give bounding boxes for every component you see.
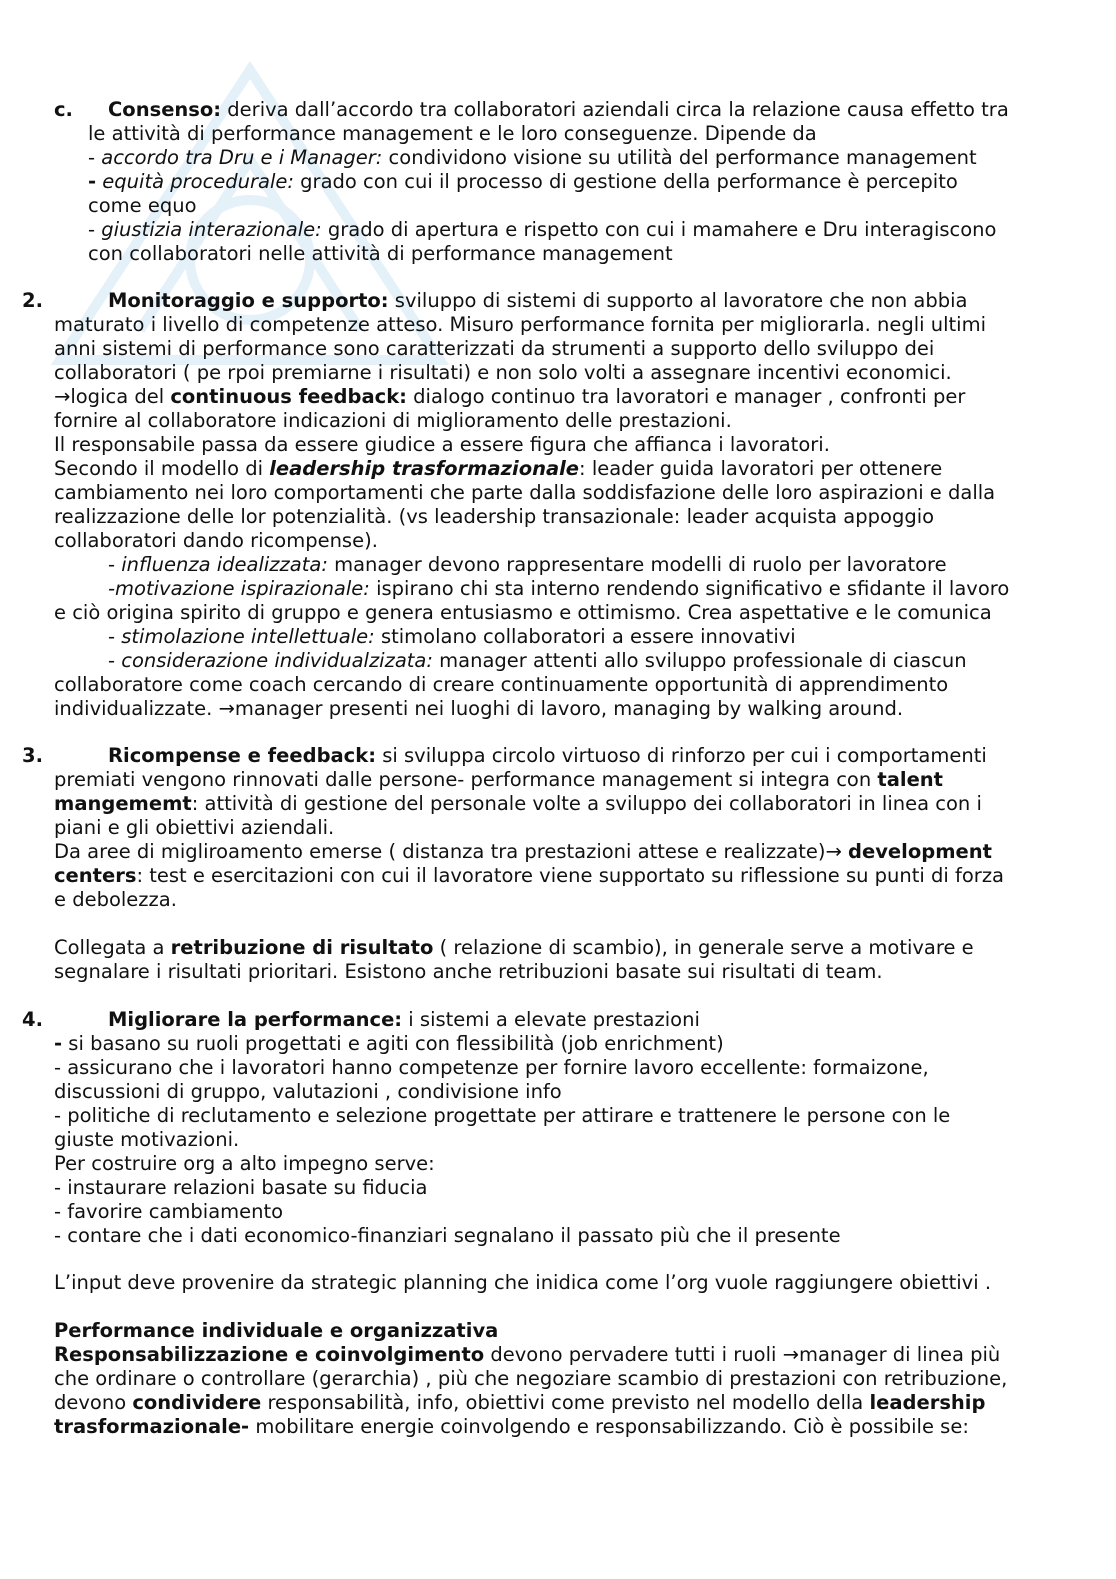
emphasis-run: -motivazione ispirazionale: bbox=[108, 577, 370, 600]
text-run: realizzazione delle lor potenzialità. (vs leadership transazionale: leader acquista appoggio bbox=[54, 505, 935, 528]
text-line bbox=[54, 313, 986, 337]
text-line bbox=[54, 1367, 1007, 1391]
text-line bbox=[54, 792, 982, 816]
text-run: si basano su ruoli progettati e agiti con flessibilità (job enrichment) bbox=[62, 1032, 724, 1055]
text-line bbox=[54, 1224, 841, 1248]
text-run: devono pervadere tutti i ruoli →manager di linea più bbox=[484, 1343, 1001, 1366]
emphasis-run: giustizia interazionale: bbox=[101, 218, 322, 241]
text-line bbox=[54, 361, 952, 385]
emphasis-run: centers bbox=[54, 864, 137, 887]
text-line bbox=[54, 1176, 428, 1200]
emphasis-run: equità procedurale: bbox=[102, 170, 294, 193]
text-line bbox=[54, 481, 995, 505]
text-run: e ciò origina spirito di gruppo e genera entusiasmo e ottimismo. Crea aspettative e le comunica bbox=[54, 601, 992, 624]
text-run: ispirano chi sta interno rendendo significativo e sfidante il lavoro bbox=[369, 577, 1010, 600]
text-line bbox=[54, 337, 934, 361]
text-line bbox=[108, 625, 796, 649]
text-run: : leader guida lavoratori per ottenere bbox=[579, 457, 943, 480]
text-line bbox=[54, 840, 992, 864]
text-line bbox=[54, 888, 177, 912]
emphasis-run: trasformazionale- bbox=[54, 1415, 250, 1438]
text-run: discussioni di gruppo, valutazioni , condivisione info bbox=[54, 1080, 562, 1103]
text-run: : attività di gestione del personale volte a sviluppo dei collaboratori in linea con i bbox=[191, 792, 982, 815]
text-line bbox=[54, 936, 974, 960]
text-run: ( relazione di scambio), in generale serve a motivare e bbox=[433, 936, 974, 959]
text-run: come equo bbox=[88, 194, 197, 217]
text-run: Il responsabile passa da essere giudice a essere figura che affianca i lavoratori. bbox=[54, 433, 830, 456]
text-run: anni sistemi di performance sono caratterizzati da strumenti a supporto dello sviluppo dei bbox=[54, 337, 935, 360]
text-run: si sviluppa circolo virtuoso di rinforzo per cui i comportamenti bbox=[376, 744, 987, 767]
text-run: - contare che i dati economico-finanziari segnalano il passato più che il presente bbox=[54, 1224, 841, 1247]
emphasis-run: stimolazione intellettuale: bbox=[121, 625, 375, 648]
emphasis-run: accordo tra Dru e i Manager: bbox=[101, 146, 383, 169]
emphasis-run: - bbox=[54, 1032, 63, 1055]
text-line bbox=[88, 194, 197, 218]
text-run: manager attenti allo sviluppo professionale di ciascun bbox=[432, 649, 967, 672]
section-marker: c. bbox=[54, 98, 73, 121]
text-run: mobilitare energie coinvolgendo e responsabilizzando. Ciò è possibile se: bbox=[249, 1415, 969, 1438]
text-line bbox=[54, 601, 992, 625]
section-marker: 2. bbox=[22, 289, 43, 312]
text-run: maturato i livello di competenze atteso. Misuro performance fornita per migliorarla. negli ultimi bbox=[54, 313, 986, 336]
text-run: i sistemi a elevate prestazioni bbox=[402, 1008, 700, 1031]
text-line bbox=[54, 1056, 929, 1080]
emphasis-run: Consenso: bbox=[108, 98, 222, 121]
text-run: grado con cui il processo di gestione della performance è percepito bbox=[293, 170, 958, 193]
text-run: stimolano collaboratori a essere innovativi bbox=[374, 625, 796, 648]
emphasis-run: condividere bbox=[132, 1391, 262, 1414]
text-line bbox=[54, 768, 943, 792]
text-line bbox=[54, 1391, 985, 1415]
text-line bbox=[54, 1128, 239, 1152]
text-run: e debolezza. bbox=[54, 888, 177, 911]
text-line bbox=[88, 218, 996, 242]
text-run: L’input deve provenire da strategic planning che inidica come l’org vuole raggiungere obiettivi . bbox=[54, 1271, 992, 1294]
text-run: condividono visione su utilità del performance management bbox=[382, 146, 977, 169]
text-line bbox=[108, 553, 947, 577]
text-line bbox=[54, 1104, 950, 1128]
emphasis-run: continuous feedback: bbox=[170, 385, 407, 408]
text-run: collaboratore come coach cercando di creare continuamente opportunità di apprendimento bbox=[54, 673, 949, 696]
text-line bbox=[54, 864, 1004, 888]
text-line bbox=[54, 505, 934, 529]
text-run: giuste motivazioni. bbox=[54, 1128, 240, 1151]
text-run: deriva dall’accordo tra collaboratori aziendali circa la relazione causa effetto tra bbox=[221, 98, 1009, 121]
text-line bbox=[54, 673, 948, 697]
text-run: - bbox=[108, 625, 122, 648]
text-line bbox=[108, 289, 968, 313]
text-line bbox=[88, 146, 977, 170]
text-line bbox=[54, 960, 883, 984]
text-run: segnalare i risultati prioritari. Esistono anche retribuzioni basate sui risultati di team. bbox=[54, 960, 883, 983]
text-line bbox=[54, 816, 334, 840]
text-line bbox=[54, 433, 830, 457]
text-run: Da aree di migliroamento emerse ( distanza tra prestazioni attese e realizzate)→ bbox=[54, 840, 849, 863]
text-line bbox=[54, 1080, 562, 1104]
emphasis-run: Ricompense e feedback: bbox=[108, 744, 377, 767]
section-marker: 3. bbox=[22, 744, 43, 767]
text-line bbox=[108, 577, 1009, 601]
text-run: premiati vengono rinnovati dalle persone- performance management si integra con bbox=[54, 768, 878, 791]
text-line bbox=[108, 744, 987, 768]
emphasis-run: Responsabilizzazione e coinvolgimento bbox=[54, 1343, 485, 1366]
emphasis-run: leadership trasformazionale bbox=[269, 457, 580, 480]
emphasis-run: leadership bbox=[869, 1391, 986, 1414]
text-line bbox=[88, 122, 817, 146]
text-run: piani e gli obiettivi aziendali. bbox=[54, 816, 335, 839]
text-run: - favorire cambiamento bbox=[54, 1200, 284, 1223]
text-run: dialogo continuo tra lavoratori e manager , confronti per bbox=[406, 385, 966, 408]
text-line bbox=[54, 1200, 283, 1224]
text-run: con collaboratori nelle attività di performance management bbox=[88, 242, 673, 265]
text-run: manager devono rappresentare modelli di ruolo per lavoratore bbox=[327, 553, 947, 576]
text-run: →logica del bbox=[54, 385, 171, 408]
text-run: cambiamento nei loro comportamenti che parte dalla soddisfazione delle loro aspirazioni e dalla bbox=[54, 481, 996, 504]
text-line bbox=[54, 529, 378, 553]
text-run: : test e esercitazioni con cui il lavoratore viene supportato su riflessione su punti di forza bbox=[136, 864, 1005, 887]
text-run: - politiche di reclutamento e selezione progettate per attirare e trattenere le persone con le bbox=[54, 1104, 951, 1127]
emphasis-run: development bbox=[848, 840, 992, 863]
text-line bbox=[108, 649, 967, 673]
text-run: devono bbox=[54, 1391, 133, 1414]
emphasis-run: considerazione individualzizata: bbox=[121, 649, 433, 672]
text-line bbox=[54, 1032, 724, 1056]
text-line bbox=[54, 1415, 969, 1439]
text-line bbox=[54, 1271, 991, 1295]
text-run: responsabilità, info, obiettivi come previsto nel modello della bbox=[261, 1391, 870, 1414]
text-line bbox=[88, 170, 958, 194]
section-marker: 4. bbox=[22, 1008, 43, 1031]
text-run: collaboratori dando ricompense). bbox=[54, 529, 378, 552]
text-line bbox=[88, 242, 673, 266]
emphasis-run: retribuzione di risultato bbox=[170, 936, 434, 959]
emphasis-run: Migliorare la performance: bbox=[108, 1008, 403, 1031]
text-run: collaboratori ( pe rpoi premiarne i risultati) e non solo volti a assegnare incentivi economici. bbox=[54, 361, 952, 384]
text-run: - bbox=[88, 146, 102, 169]
text-line bbox=[54, 457, 942, 481]
emphasis-run: Monitoraggio e supporto: bbox=[108, 289, 389, 312]
text-run: - bbox=[108, 649, 122, 672]
text-line bbox=[54, 1343, 1000, 1367]
text-line bbox=[54, 1319, 498, 1343]
text-run: che ordinare o controllare (gerarchia) , più che negoziare scambio di prestazioni con retribuzione, bbox=[54, 1367, 1008, 1390]
text-line bbox=[54, 409, 732, 433]
text-run: - assicurano che i lavoratori hanno competenze per fornire lavoro eccellente: formaizone, bbox=[54, 1056, 929, 1079]
text-run: sviluppo di sistemi di supporto al lavoratore che non abbia bbox=[388, 289, 968, 312]
text-run: Per costruire org a alto impegno serve: bbox=[54, 1152, 435, 1175]
text-line bbox=[54, 385, 965, 409]
emphasis-run: Performance individuale e organizzativa bbox=[54, 1319, 499, 1342]
emphasis-run: influenza idealizzata: bbox=[121, 553, 328, 576]
text-line bbox=[108, 98, 1009, 122]
text-run: - instaurare relazioni basate su fiducia bbox=[54, 1176, 428, 1199]
text-run: Collegata a bbox=[54, 936, 171, 959]
emphasis-run: talent bbox=[877, 768, 943, 791]
text-run: le attività di performance management e le loro conseguenze. Dipende da bbox=[88, 122, 817, 145]
text-run: individualizzate. →manager presenti nei luoghi di lavoro, managing by walking around. bbox=[54, 697, 904, 720]
emphasis-run: mangememt bbox=[54, 792, 192, 815]
text-run: grado di apertura e rispetto con cui i mamahere e Dru interagiscono bbox=[321, 218, 997, 241]
text-line bbox=[108, 1008, 700, 1032]
text-line bbox=[54, 697, 903, 721]
text-run: - bbox=[108, 553, 122, 576]
text-run: Secondo il modello di bbox=[54, 457, 270, 480]
text-run: - bbox=[88, 218, 102, 241]
emphasis-run: - bbox=[88, 170, 97, 193]
text-run: fornire al collaboratore indicazioni di miglioramento delle prestazioni. bbox=[54, 409, 732, 432]
text-line bbox=[54, 1152, 435, 1176]
